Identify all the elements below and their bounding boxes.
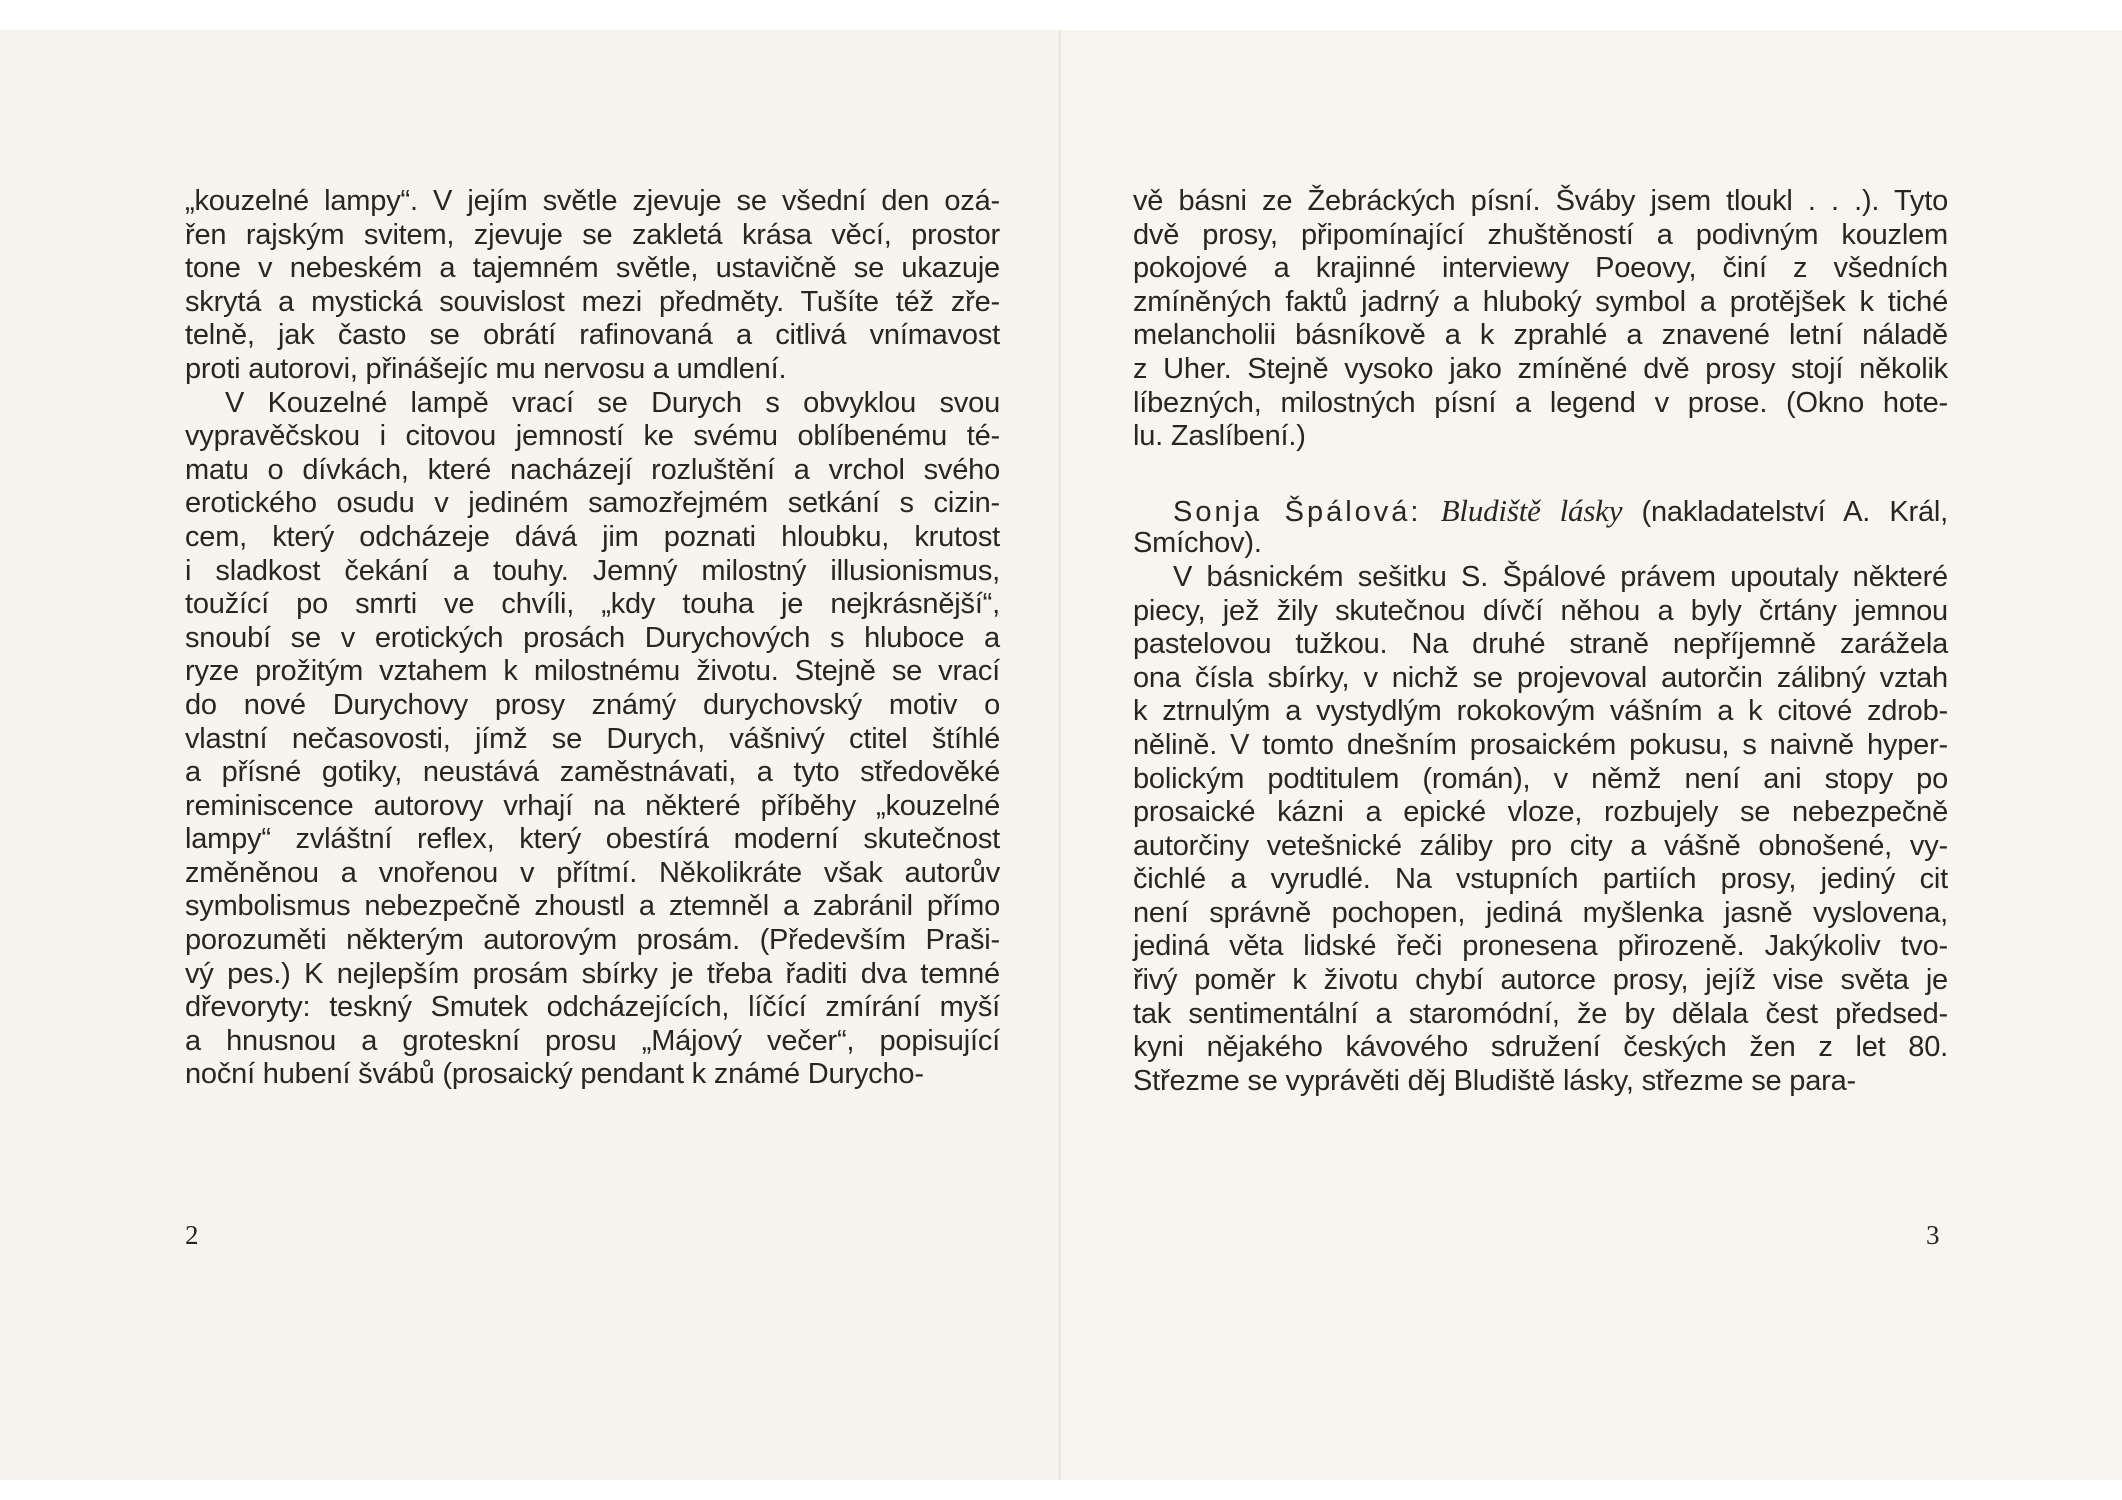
- text-line: skrytá a mystická souvislost mezi předměty. Tušíte též zře-: [185, 285, 1000, 318]
- text-line: telně, jak často se obrátí rafinovaná a citlivá vnímavost: [185, 319, 1000, 352]
- text-line: Střezme se vyprávěti děj Bludiště lásky, střezme se para-: [1133, 1064, 1857, 1097]
- text-line: z Uher. Stejně vysoko jako zmíněné dvě prosy stojí několik: [1133, 352, 1948, 385]
- left-page: [0, 30, 1061, 1480]
- page-number-left: 2: [185, 1220, 199, 1250]
- text-line: k ztrnulým a vystydlým rokokovým vášním a k citové zdrob-: [1133, 695, 1948, 728]
- text-line: vý pes.) K nejlepším prosám sbírky je třeba řaditi dva temné: [185, 957, 1000, 990]
- text-line: není správně pochopen, jediná myšlenka jasně vyslovena,: [1133, 896, 1948, 929]
- text-line: pokojové a krajinné interviewy Poeovy, činí z všedních: [1133, 252, 1948, 285]
- text-line: dvě prosy, připomínající zhuštěností a podivným kouzlem: [1133, 218, 1948, 251]
- text-line: řivý poměr k životu chybí autorce prosy, jejíž vise světa je: [1133, 964, 1948, 997]
- text-line: erotického osudu v jediném samozřejmém setkání s cizin-: [185, 487, 1000, 520]
- page-number-right: 3: [1926, 1220, 1940, 1250]
- text-line: vě básni ze Žebráckých písní. Šváby jsem tloukl . . .). Tyto: [1133, 185, 1948, 217]
- text-line: nělině. V tomto dnešním prosaickém pokusu, s naivně hyper-: [1133, 728, 1948, 761]
- text-line: snoubí se v erotických prosách Durychových s hluboce a: [185, 621, 1000, 654]
- text-line: vlastní nečasovosti, jímž se Durych, vášnivý ctitel štíhlé: [185, 722, 1000, 755]
- text-line: reminiscence autorovy vrhají na některé příběhy „kouzelné: [185, 789, 1000, 822]
- text-line: ryze prožitým vztahem k milostnému životu. Stejně se vrací: [185, 655, 1000, 688]
- text-line: cem, který odcházeje dává jim poznati hloubku, krutost: [185, 520, 1000, 553]
- right-page-text: [1133, 185, 1948, 1098]
- review-heading-line-2: Smíchov).: [1133, 527, 1262, 560]
- text-line: a přísné gotiky, neustává zaměstnávati, a tyto středověké: [185, 756, 1000, 789]
- left-page-text: [185, 185, 1000, 1092]
- text-line: prosaické kázni a epické vloze, rozbujely se nebezpečně: [1133, 796, 1948, 829]
- text-line: zmíněných faktů jadrný a hluboký symbol a protějšek k tiché: [1133, 285, 1948, 318]
- review-heading-line: [1133, 494, 1948, 528]
- text-line: kyni nějakého kávového sdružení českých žen z let 80.: [1133, 1031, 1948, 1064]
- text-line: piecy, jež žily skutečnou dívčí něhou a byly črtány jemnou: [1133, 594, 1948, 627]
- right-page: [1061, 30, 2122, 1480]
- text-line: čichlé a vyrudlé. Na vstupních partiích prosy, jediný cit: [1133, 863, 1948, 896]
- text-line: symbolismus nebezpečně zhoustl a ztemněl a zabránil přímo: [185, 890, 1000, 923]
- text-line: do nové Durychovy prosy známý durychovský motiv o: [185, 688, 1000, 721]
- text-line: změněnou a vnořenou v přítmí. Několikráte však autorův: [185, 856, 1000, 889]
- review-author: Sonja Špálová:: [1173, 495, 1422, 528]
- text-line: líbezných, milostných písní a legend v prose. (Okno hote-: [1133, 386, 1948, 419]
- right-page-continuation: [1133, 185, 1948, 454]
- text-line: jediná věta lidské řeči pronesena přirozeně. Jakýkoliv tvo-: [1133, 930, 1948, 963]
- text-line: „kouzelné lampy“. V jejím světle zjevuje se všední den ozá-: [185, 185, 1000, 217]
- text-line: autorčiny vetešnické záliby pro city a vášně obnošené, vy-: [1133, 829, 1948, 862]
- text-line: ona čísla sbírky, v nichž se projevoval autorčin zálibný vztah: [1133, 661, 1948, 694]
- text-line: i sladkost čekání a touhy. Jemný milostný illusionismus,: [185, 554, 1000, 587]
- text-line: řen rajským svitem, zjevuje se zakletá krása věcí, prostor: [185, 218, 1000, 251]
- text-line: melancholii básníkově a k zprahlé a znavené letní náladě: [1133, 319, 1948, 352]
- text-line: pastelovou tužkou. Na druhé straně nepříjemně zarážela: [1133, 628, 1948, 661]
- text-line: noční hubení švábů (prosaický pendant k známé Durycho-: [185, 1058, 924, 1091]
- text-line: lampy“ zvláštní reflex, který obestírá moderní skutečnost: [185, 823, 1000, 856]
- text-line: V básnickém sešitku S. Špálové právem upoutaly některé: [1173, 560, 1948, 593]
- text-line: proti autorovi, přinášejíc mu nervosu a umdlení.: [185, 352, 787, 385]
- review-publisher: (nakladatelství A. Král,: [1641, 495, 1949, 528]
- text-line: bolickým podtitulem (román), v němž není ani stopy po: [1133, 762, 1948, 795]
- review-book-title: Bludiště lásky: [1440, 492, 1623, 528]
- book-spread: [0, 30, 2122, 1480]
- text-line: dřevoryty: teskný Smutek odcházejících, líčící zmírání myší: [185, 991, 1000, 1024]
- text-line: porozuměti některým autorovým prosám. (Především Praši-: [185, 924, 1000, 957]
- paragraph-gap: [1133, 454, 1948, 494]
- text-line: a hnusnou a groteskní prosu „Májový večer“, popisující: [185, 1024, 1000, 1057]
- text-line: tak sentimentální a staromódní, že by dělala čest předsed-: [1133, 997, 1948, 1030]
- review-body: [1133, 561, 1948, 1099]
- text-line: vypravěčskou i citovou jemností ke svému oblíbenému té-: [185, 420, 1000, 453]
- text-line: tone v nebeském a tajemném světle, ustavičně se ukazuje: [185, 252, 1000, 285]
- text-line: toužící po smrti ve chvíli, „kdy touha je nejkrásnější“,: [185, 588, 1000, 621]
- text-line: V Kouzelné lampě vrací se Durych s obvyklou svou: [225, 386, 1000, 419]
- text-line: matu o dívkách, které nacházejí rozluštění a vrchol svého: [185, 453, 1000, 486]
- text-line: lu. Zaslíbení.): [1133, 420, 1306, 453]
